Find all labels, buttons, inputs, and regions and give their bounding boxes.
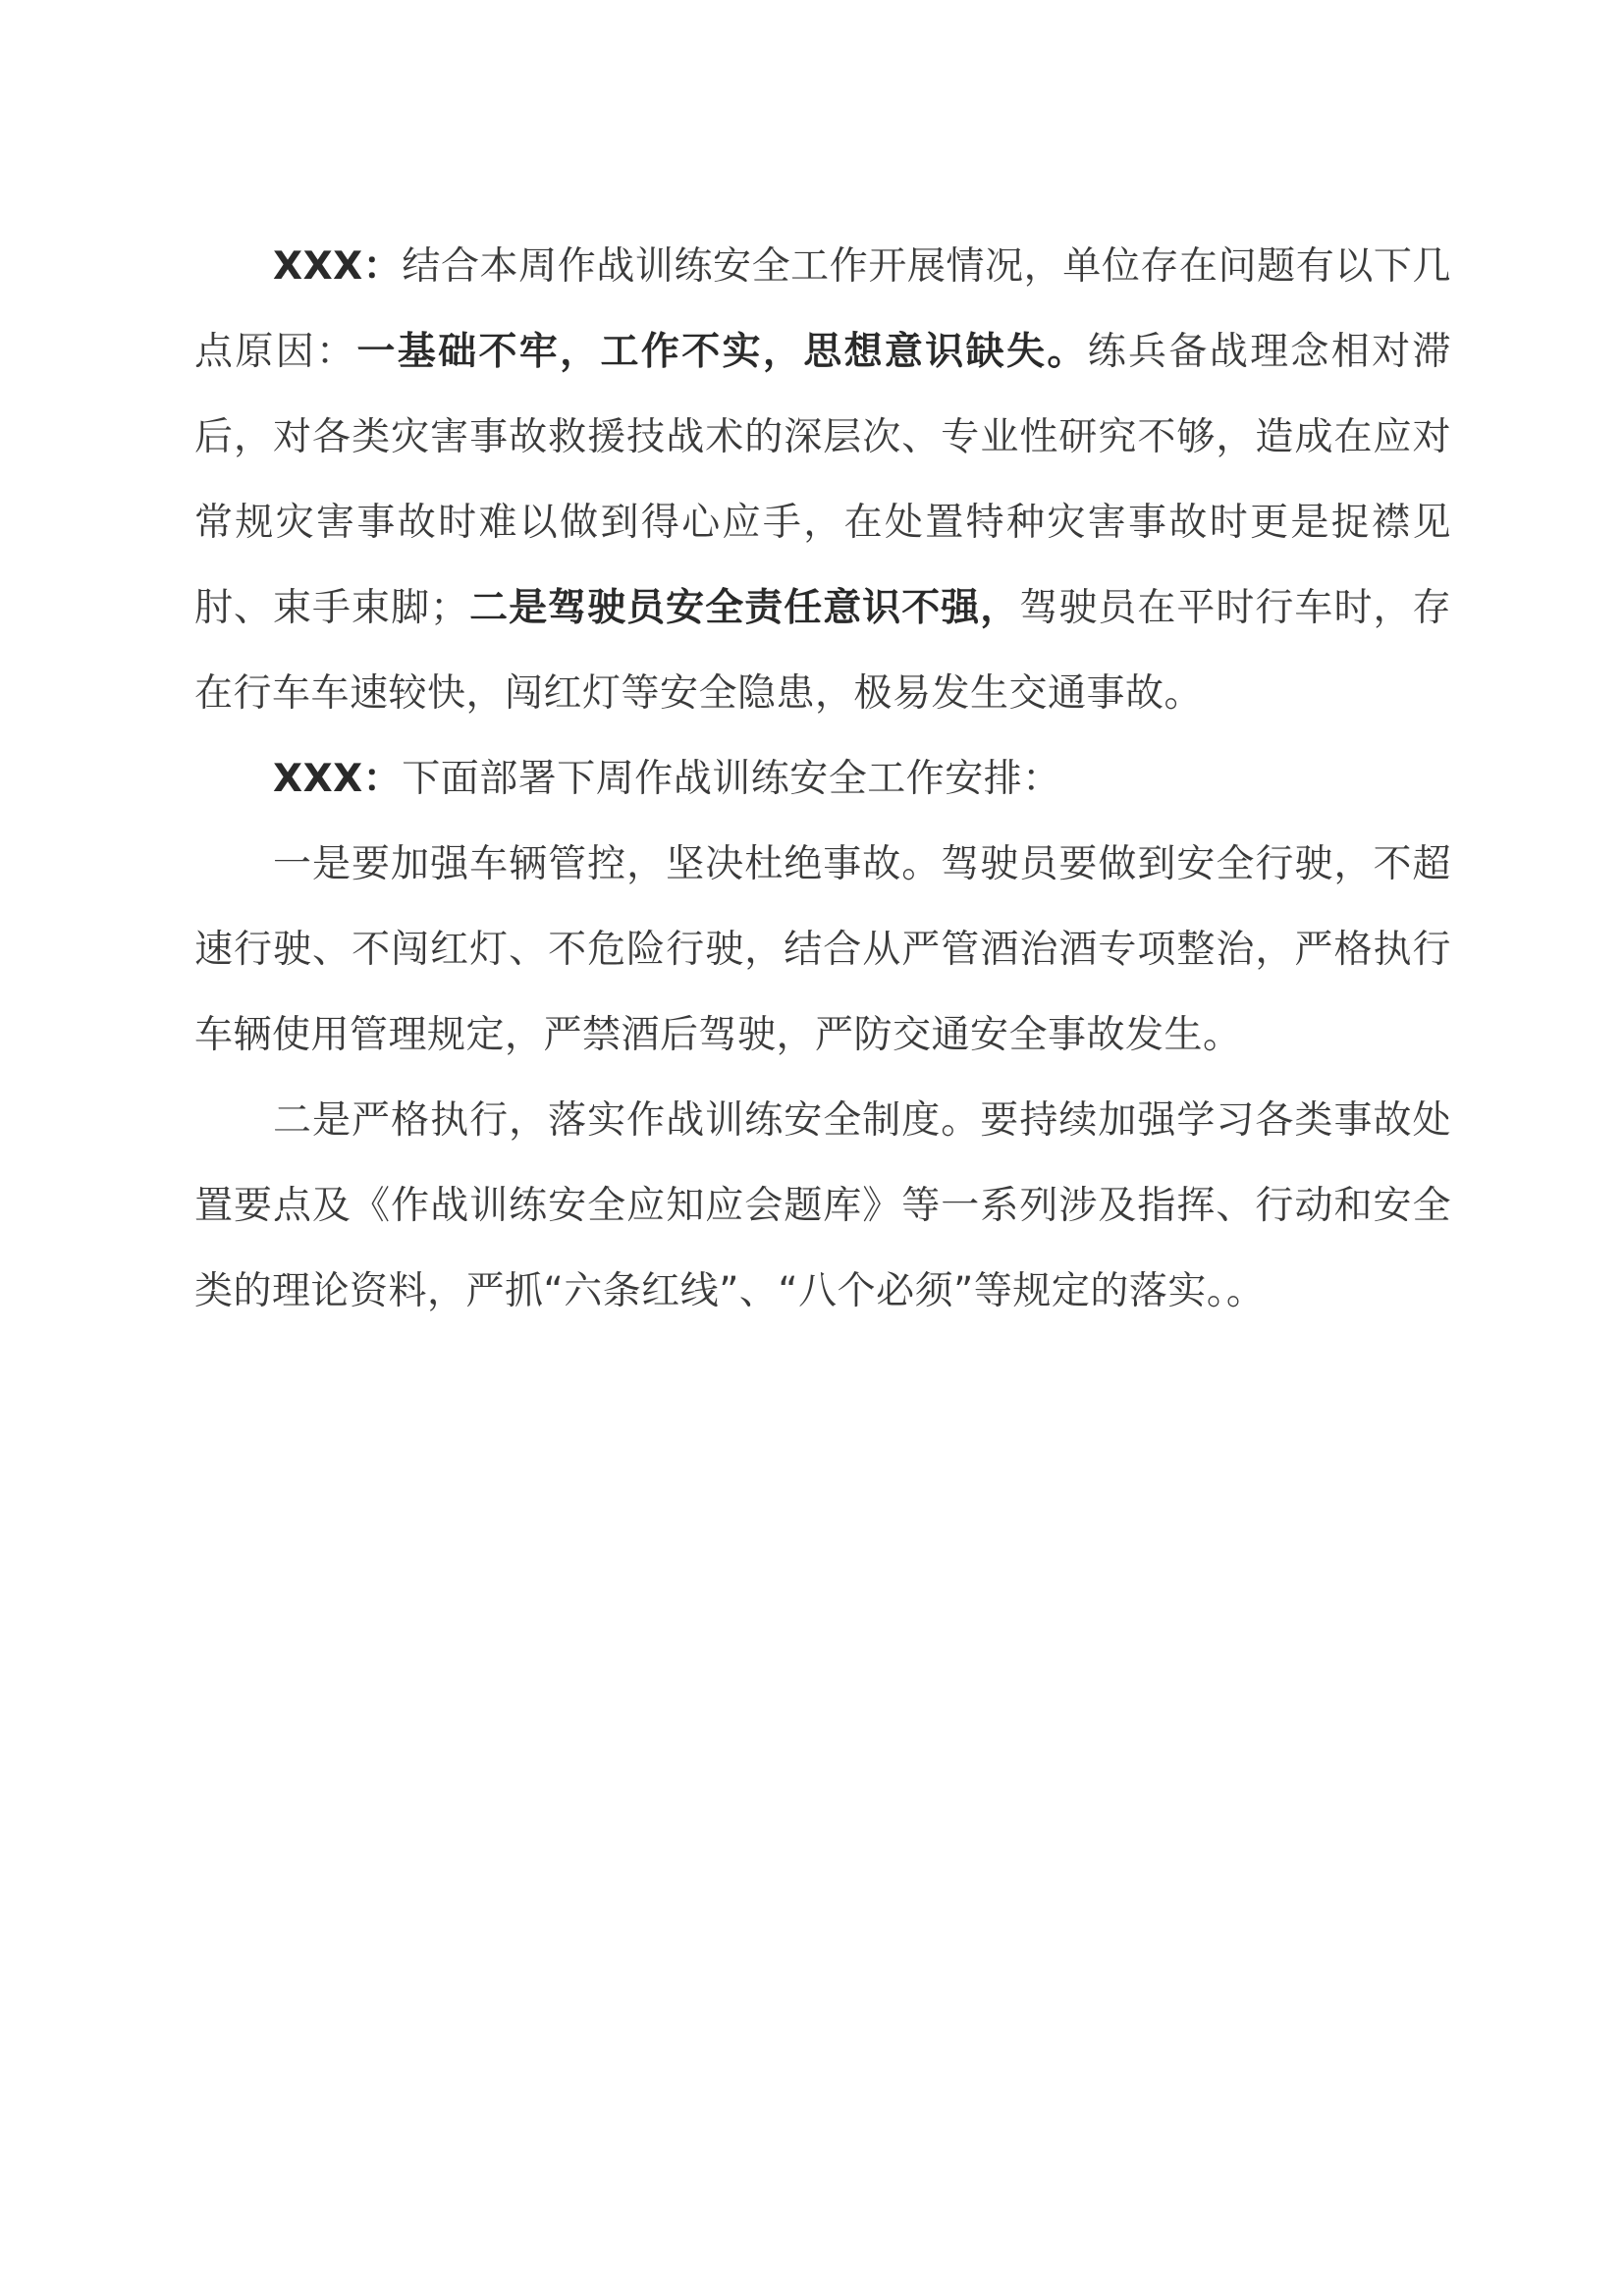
paragraph-safety-system [194,1078,1451,1334]
paragraph-arrangement-intro [194,736,1451,822]
paragraph-text: 下面部署下周作战训练安全工作安排： [402,757,1061,801]
paragraph-causes [194,224,1451,736]
paragraph-text: 二是严格执行，落实作战训练安全制度。要持续加强学习各类事故处置要点及《作战训练安全应知应会题库》等一系列涉及指挥、行动和安全类的理论资料，严抓“六条红线”、“八个必须”等规定的落实。。 [194,1098,1451,1313]
emphasis-text: 一基础不牢，工作不实，思想意识缺失。 [356,330,1088,374]
paragraph-text: 一是要加强车辆管控，坚决杜绝事故。驾驶员要做到安全行驶，不超速行驶、不闯红灯、不危险行驶，结合从严管酒治酒专项整治，严格执行车辆使用管理规定，严禁酒后驾驶，严防交通安全事故发生。 [194,842,1451,1057]
paragraph-text: 驾驶员在平时行车时，存在行车车速较快，闯红灯等安全隐患，极易发生交通事故。 [194,586,1451,716]
paragraph-text: 练兵备战理念相对滞后，对各类灾害事故救援技战术的深层次、专业性研究不够，造成在应对常规灾害事故时难以做到得心应手，在处置特种灾害事故时更是捉襟见肘、束手束脚； [194,330,1451,630]
speaker-label: XXX： [273,757,403,801]
document-page [194,224,1451,1334]
paragraph-vehicle-control [194,822,1451,1078]
emphasis-text: 二是驾驶员安全责任意识不强， [468,586,1020,630]
paragraph-text: 结合本周作战训练安全工作开展情况，单位存在问题有以下几点原因： [194,244,1451,374]
speaker-label: XXX： [273,244,403,289]
